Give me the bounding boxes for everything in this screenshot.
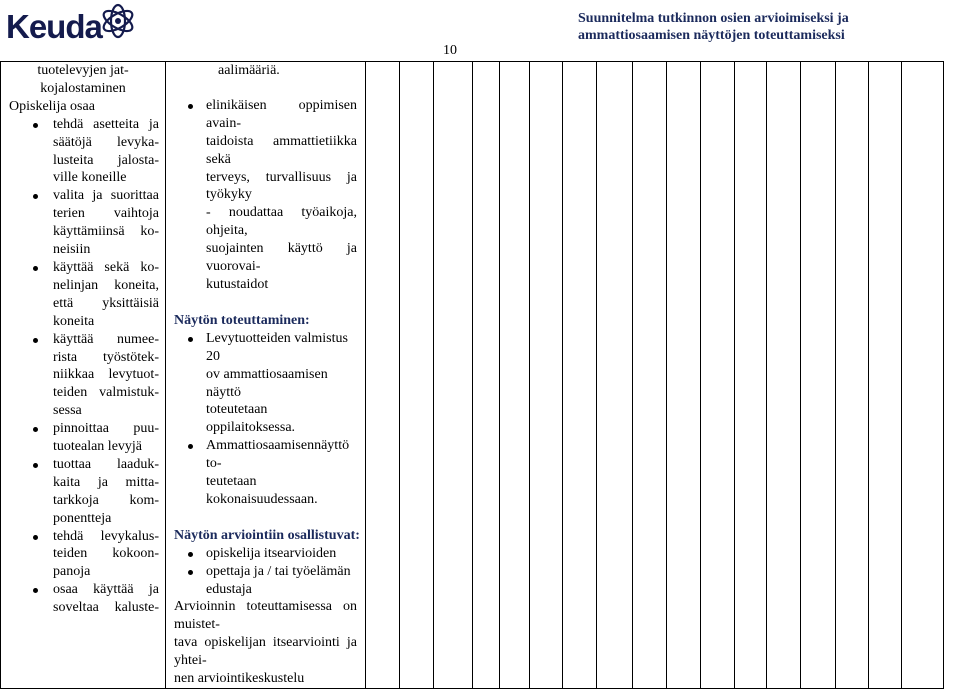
keuda-logo — [6, 2, 146, 54]
list-item: tuottaa laaduk- kaita ja mitta- tarkkoja kom- ponentteja — [1, 456, 165, 528]
assessment-table — [0, 61, 944, 689]
logo-wordmark: Keuda — [6, 8, 102, 45]
empty-cell — [869, 62, 902, 689]
continued-line: tuotelevyjen jat- — [37, 63, 129, 78]
list-item: Ammattiosaamisennäyttö to- teutetaan kokonaisuudessaan. — [166, 437, 365, 509]
section-heading: Näytön toteuttaminen: — [174, 312, 310, 328]
continued-line: kojalostaminen — [40, 80, 126, 96]
bullet-icon — [33, 427, 38, 432]
assessment-paragraph: Arvioinnin toteuttamisessa on muistet- tava opiskelijan itsearviointi ja yhtei- nen arviointikeskustelu — [174, 599, 357, 687]
bullet-icon — [33, 463, 38, 468]
empty-cell — [735, 62, 767, 689]
empty-cell — [667, 62, 701, 689]
bullet-icon — [33, 588, 38, 593]
empty-cell — [434, 62, 473, 689]
empty-cell — [801, 62, 836, 689]
continued-line: aalimääriä. — [218, 63, 280, 78]
list-item: tehdä asetteita ja säätöjä levyka- lusteita jalosta- ville koneille — [1, 116, 165, 188]
title-line-2: ammattiosaamisen näyttöjen toteuttamiseksi — [578, 28, 845, 43]
assessment-cell — [166, 62, 366, 689]
empty-cell — [767, 62, 801, 689]
list-item: opettaja ja / tai työelämän edustaja — [166, 563, 365, 599]
bullet-icon — [188, 444, 193, 449]
list-item: osaa käyttää ja soveltaa kaluste- — [1, 581, 165, 617]
empty-cell — [530, 62, 563, 689]
bullet-icon — [188, 104, 193, 109]
key-skills-list — [166, 97, 365, 294]
page-number: 10 — [443, 43, 457, 58]
table-row — [1, 62, 944, 689]
list-item: valita ja suorittaa terien vaihtoja käyttämiinsä ko- neisiin — [1, 187, 165, 259]
empty-cell — [563, 62, 597, 689]
bullet-icon — [188, 337, 193, 342]
empty-cell — [597, 62, 633, 689]
bullet-icon — [188, 570, 193, 575]
list-item: Levytuotteiden valmistus 20 ov ammattiosaamisen näyttö toteutetaan oppilaitoksessa. — [166, 330, 365, 437]
list-item: opiskelija itsearvioiden — [166, 545, 365, 563]
list-item: käyttää numee- rista työstötek- niikkaa levytuot- teiden valmistuk- sessa — [1, 331, 165, 421]
document-title — [578, 10, 958, 44]
bullet-icon — [33, 338, 38, 343]
implementation-list — [166, 330, 365, 509]
empty-cell — [836, 62, 869, 689]
list-item: elinikäisen oppimisen avain- taidoista ammattietiikka sekä terveys, turvallisuus ja työkyky - noudattaa työaikoja, ohjeita, suojainten käyttö ja vuorovai- kutustaidot — [166, 97, 365, 294]
empty-cell — [366, 62, 400, 689]
bullet-icon — [33, 535, 38, 540]
bullet-icon — [33, 123, 38, 128]
skills-cell — [1, 62, 166, 689]
empty-cell — [633, 62, 667, 689]
skills-list — [1, 116, 165, 617]
empty-cell — [400, 62, 434, 689]
participants-list — [166, 545, 365, 599]
list-item: pinnoittaa puu- tuotealan levyjä — [1, 420, 165, 456]
empty-cell — [701, 62, 735, 689]
empty-cell — [473, 62, 500, 689]
logo-swirl-icon — [98, 2, 138, 40]
bullet-icon — [33, 266, 38, 271]
empty-cell — [902, 62, 944, 689]
bullet-icon — [33, 194, 38, 199]
subheading: Opiskelija osaa — [9, 98, 95, 114]
bullet-icon — [188, 552, 193, 557]
title-line-1: Suunnitelma tutkinnon osien arvioimiseksi ja — [578, 11, 849, 26]
list-item: käyttää sekä ko- nelinjan koneita, että yksittäisiä koneita — [1, 259, 165, 331]
list-item: tehdä levykalus- teiden kokoon- panoja — [1, 528, 165, 582]
section-heading: Näytön arviointiin osallistuvat: — [174, 527, 360, 543]
empty-cell — [500, 62, 530, 689]
